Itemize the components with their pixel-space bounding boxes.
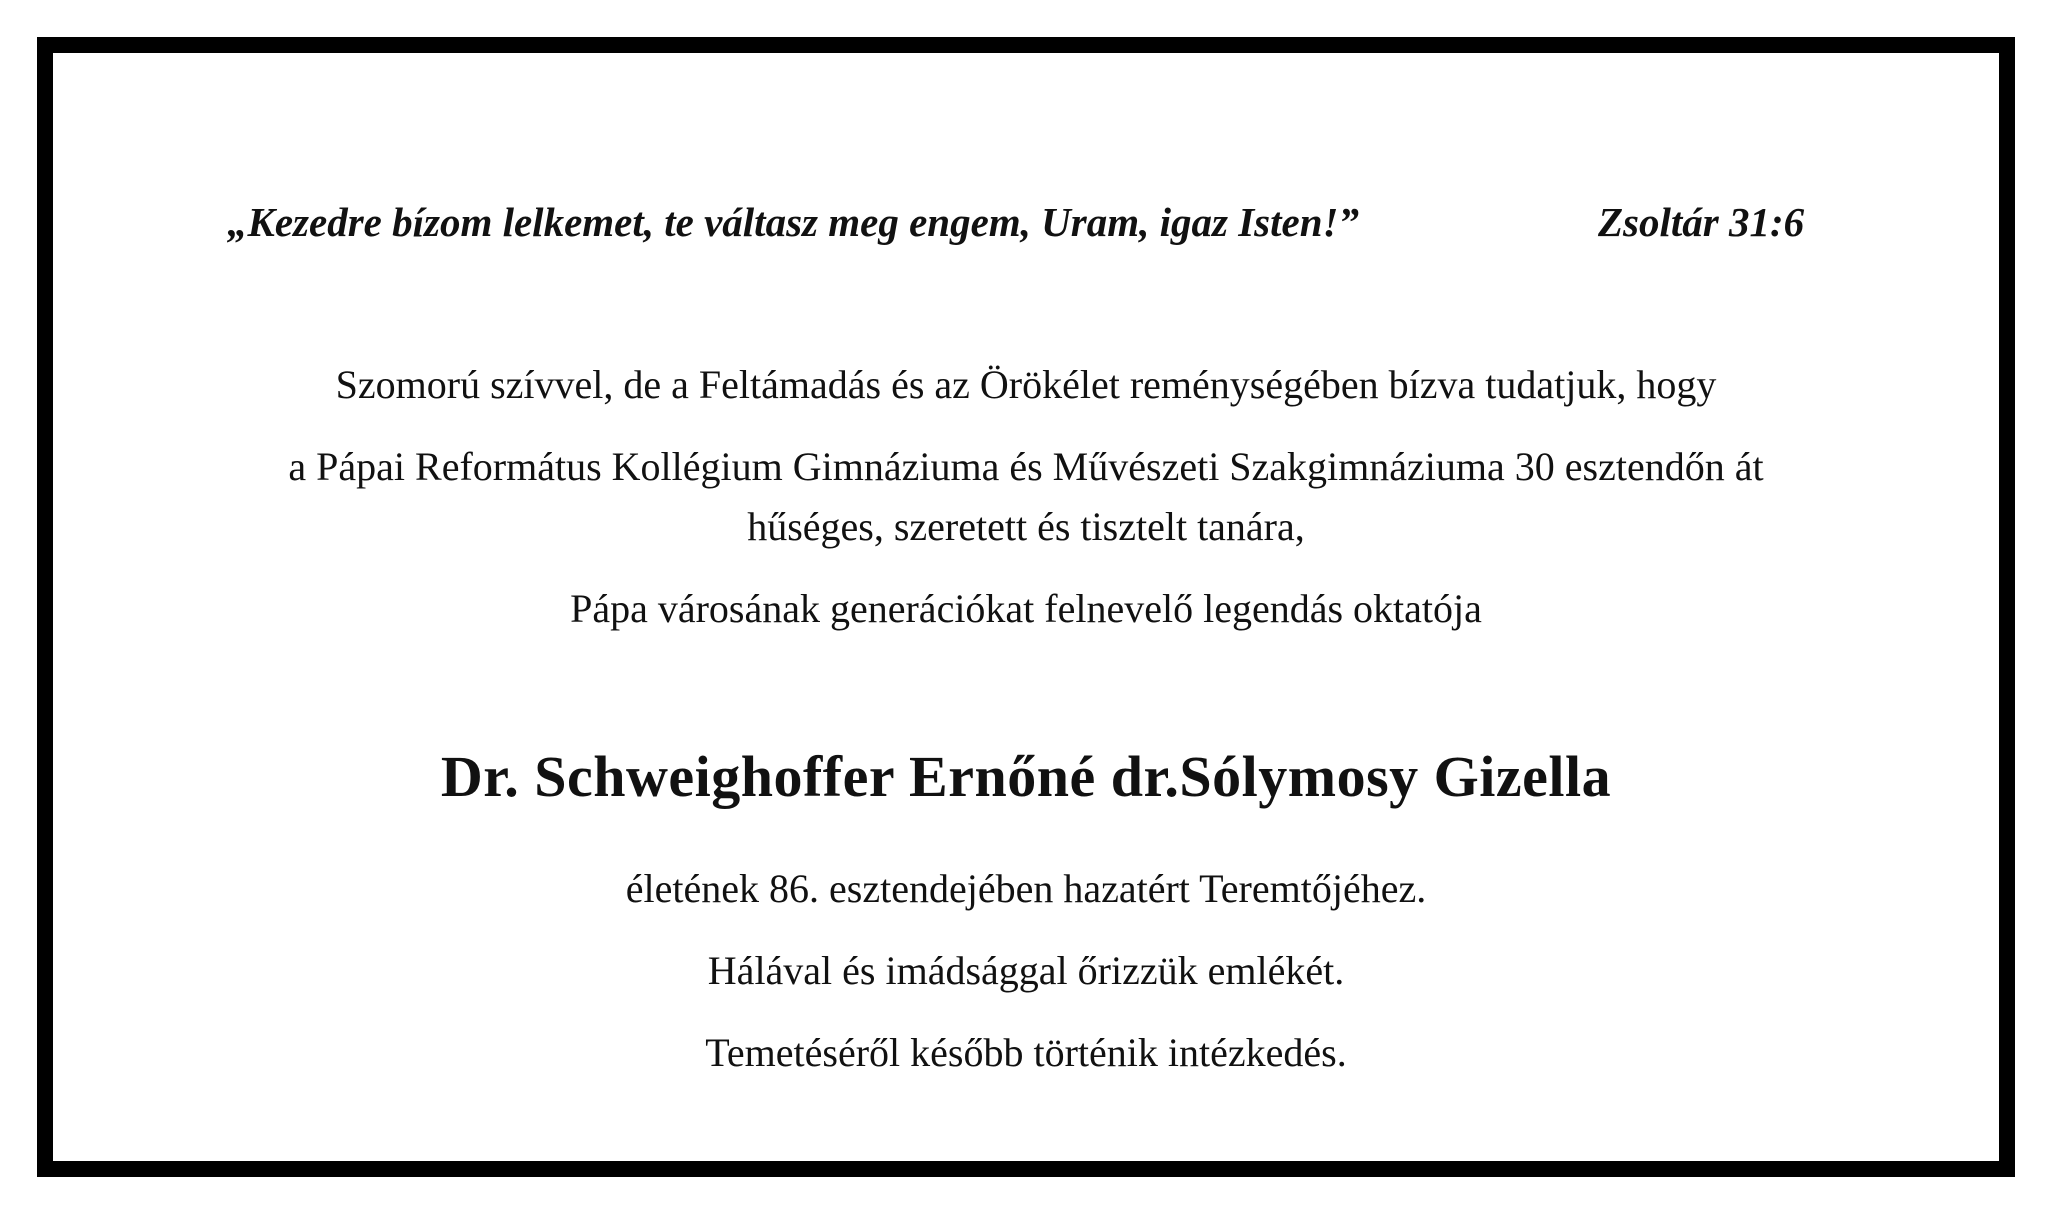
deceased-name: Dr. Schweighoffer Ernőné dr.Sólymosy Gizella xyxy=(440,744,1612,809)
announcement-line-3: hűséges, szeretett és tisztelt tanára, xyxy=(747,504,1305,549)
quote-reference: Zsoltár 31:6 xyxy=(1598,199,1805,245)
closing-line-3: Temetéséről később történik intézkedés. xyxy=(705,1030,1347,1075)
quote-text: „Kezedre bízom lelkemet, te váltasz meg engem, Uram, igaz Isten!” xyxy=(227,199,1359,245)
obituary-card xyxy=(37,37,2015,1177)
closing-line-1: életének 86. esztendejében hazatért Teremtőjéhez. xyxy=(625,866,1427,911)
announcement-line-1: Szomorú szívvel, de a Feltámadás és az Örökélet reménységében bízva tudatjuk, hogy xyxy=(335,362,1717,407)
bible-quote xyxy=(53,198,1999,258)
announcement-line-4: Pápa városának generációkat felnevelő legendás oktatója xyxy=(570,586,1482,631)
announcement-line-2: a Pápai Református Kollégium Gimnáziuma és Művészeti Szakgimnáziuma 30 esztendőn át xyxy=(288,444,1764,489)
closing-line-2: Hálával és imádsággal őrizzük emlékét. xyxy=(707,948,1345,993)
